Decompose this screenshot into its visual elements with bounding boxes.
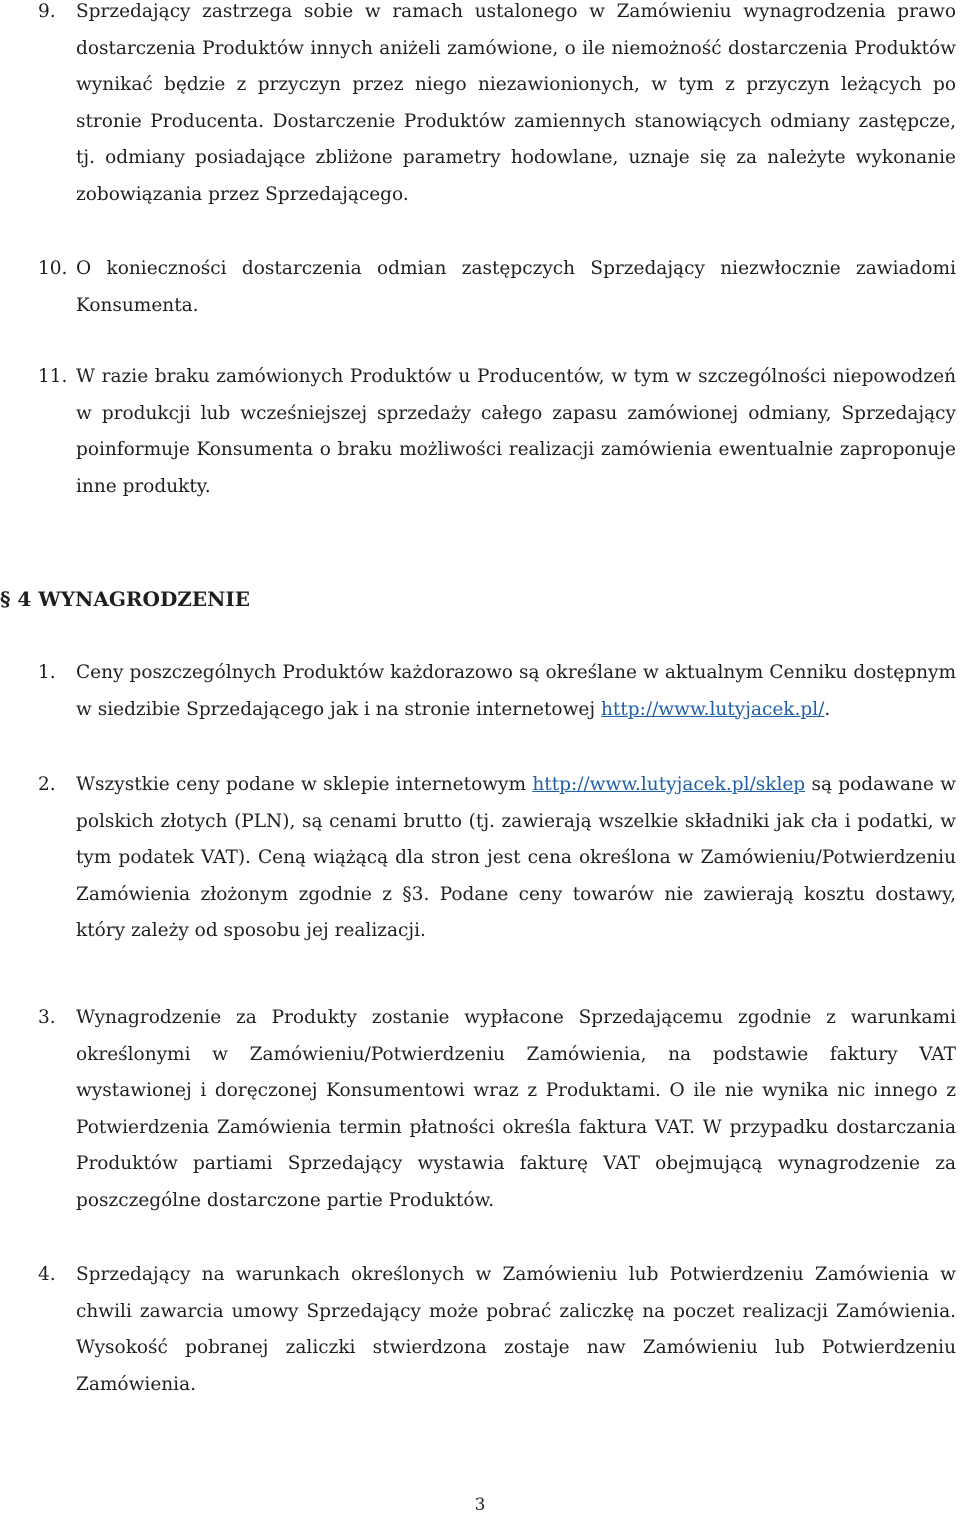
page-number: 3: [474, 1495, 486, 1515]
text-segment: Wszystkie ceny podane w sklepie internetowym: [76, 774, 533, 795]
clause-text: Wynagrodzenie za Produkty zostanie wypłacone Sprzedającemu zgodnie z warunkami określonymi w Zamówieniu/Potwierdzeniu Zamówienia, na podstawie faktury VAT wystawionej i doręczonej Konsumentowi wraz z Produktami. O ile nie wynika nic innego z Potwierdzenia Zamówienia termin płatności określa faktura VAT. W przypadku dostarczania Produktów partiami Sprzedający wystawia fakturę VAT obejmującą wynagrodzenie za poszczególne dostarczone partie Produktów.: [76, 1007, 956, 1211]
pricing-clause-2: [0, 767, 956, 950]
text-segment: Ceny poszczególnych Produktów każdorazowo są określane w aktualnym Cenniku dostępnym w siedzibie Sprzedającego jak i na stronie internetowej: [76, 662, 956, 720]
clause-9: [0, 0, 956, 213]
clause-text: Sprzedający zastrzega sobie w ramach ustalonego w Zamówieniu wynagrodzenia prawo dostarczenia Produktów innych aniżeli zamówione, o ile niemożność dostarczenia Produktów wynikać będzie z przyczyn przez niego niezawionionych, w tym z przyczyn leżących po stronie Producenta. Dostarczenie Produktów zamiennych stanowiących odmiany zastępcze, tj. odmiany posiadające zbliżone parametry hodowlane, uznaje się za należyte wykonanie zobowiązania przez Sprzedającego.: [76, 1, 956, 205]
clause-number: 9.: [38, 1, 56, 22]
clause-text: Sprzedający na warunkach określonych w Zamówieniu lub Potwierdzeniu Zamówienia w chwili zawarcia umowy Sprzedający może pobrać zaliczkę na poczet realizacji Zamówienia. Wysokość pobranej zaliczki stwierdzona zostaje naw Zamówieniu lub Potwierdzeniu Zamówienia.: [76, 1264, 956, 1395]
clause-number: 11.: [38, 366, 68, 387]
clause-11: [0, 359, 956, 505]
clause-number: 2.: [38, 774, 56, 795]
clause-number: 4.: [38, 1264, 56, 1285]
website-link[interactable]: http://www.lutyjacek.pl/: [600, 698, 825, 720]
clause-number: 3.: [38, 1007, 56, 1028]
shop-link[interactable]: http://www.lutyjacek.pl/sklep: [532, 774, 806, 795]
clause-text: O konieczności dostarczenia odmian zastępczych Sprzedający niezwłocznie zawiadomi Konsumenta.: [76, 258, 956, 316]
pricing-clause-1: [0, 655, 956, 728]
text-segment: są podawane w polskich złotych (PLN), są cenami brutto (tj. zawierają wszelkie składniki jak cła i podatki, w tym podatek VAT). Ceną wiążącą dla stron jest cena określona w Zamówieniu/Potwierdzeniu Zamówienia złożonym zgodnie z §3. Podane ceny towarów nie zawierają kosztu dostawy, który zależy od sposobu jej realizacji.: [76, 774, 956, 941]
clause-number: 10.: [38, 258, 68, 279]
clause-number: 1.: [38, 662, 56, 683]
clause-10: [0, 251, 956, 324]
clause-text: W razie braku zamówionych Produktów u Producentów, w tym w szczególności niepowodzeń w produkcji lub wcześniejszej sprzedaży całego zapasu zamówionej odmiany, Sprzedający poinformuje Konsumenta o braku możliwości realizacji zamówienia ewentualnie zaproponuje inne produkty.: [76, 366, 956, 497]
clause-text: [76, 655, 956, 728]
section-heading: § 4 WYNAGRODZENIE: [0, 587, 251, 611]
clause-text: [76, 767, 956, 950]
pricing-clause-4: [0, 1257, 956, 1403]
pricing-clause-3: [0, 1000, 956, 1219]
text-segment: .: [824, 698, 831, 720]
